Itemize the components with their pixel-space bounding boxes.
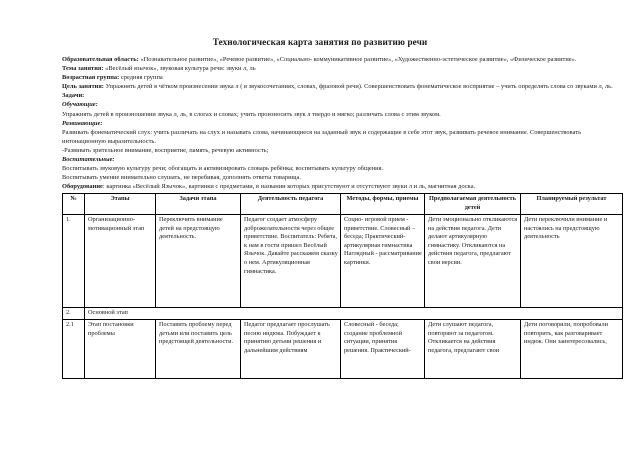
column-header-stage-tasks: Задачи этапа [156, 194, 241, 215]
field-oborudovanie [62, 182, 622, 191]
table-row [63, 215, 623, 308]
field-value: «Познавательное развитие», «Речевое развитие», «Социально- коммуникативное развитие», «Художественно-эстетическое развитие», «Физическое развитие». [138, 56, 577, 63]
field-label: Цель занятия: [62, 83, 104, 91]
cell-methods: Социо- игровой прием - приветствие. Словесный – беседа; Практический-артикулярная гимнастика Наглядный - рассматривание картинки. [341, 215, 425, 308]
column-header-methods: Методы, формы, приемы [341, 194, 425, 215]
field-cel-zanyatiya [62, 82, 622, 91]
tasks-heading-label: Задачи: [62, 92, 85, 100]
cell-stage-task: Переключить внимание детей на предстоящую деятельность. [156, 215, 241, 308]
field-tema-zanyatiya [62, 64, 622, 73]
cell-stage: Этап постановки проблемы [85, 320, 156, 379]
page-title: Технологическая карта занятия по развитию речи [212, 37, 428, 47]
field-value: : картинка «Весёлый Язычок», картинки с предметами, в названии которых присутствуют и отсутствуют звуки л и ль, магнитная доска. [102, 183, 476, 191]
column-header-children-activity: Предполагаемая деятельность детей [425, 194, 521, 215]
cell-number: 1. [63, 215, 85, 308]
field-label: Образовательная область: [62, 56, 139, 63]
cell-stage: Основной этап [85, 308, 623, 320]
field-value: средняя группа [119, 74, 163, 82]
field-label: Возрастная группа: [62, 74, 120, 82]
cell-children-activity: Дети слушают педагога, повторяют за педагогом. Откликается на действия педагога, предлагают свои [425, 320, 521, 379]
cell-stage: Организационно-мотивационный этап [85, 215, 156, 308]
column-header-planned-result: Планируемый результат [521, 194, 623, 215]
field-value: Упражнять детей в чётком произнесении звука л ( в звукосочетаниях, словах, фразовой речи). Совершенствовать фонематическое восприятие – учить определять слова со звуками л, ль. [103, 83, 613, 91]
field-vozrastnaya-gruppa [62, 73, 622, 82]
cell-planned-result: Дети поговорили, попробовали повторить, как разговаривает индюк. Они заинтересовались, [521, 320, 623, 379]
task-group-line: Воспитывать умение внимательно слушать, не перебивая, дополнять ответы товарища. [62, 174, 301, 182]
cell-children-activity: Дети эмоционально откликаются на действия педагога. Дети делают артикулярную гимнастику. Откликаются на действия педагога, предлагают свои версии. [425, 215, 521, 308]
field-obrazovatelnaya-oblast [62, 55, 622, 64]
field-value: «Весёлый язычок», звуковая культура речи: звуки л, ль [103, 65, 256, 73]
task-group-heading-razvivayushchie: Развивающие: [62, 119, 103, 127]
table-header-row [63, 194, 623, 215]
tasks-heading [62, 91, 622, 100]
task-group-heading-obuchayushchie: Обучающие: [62, 101, 98, 109]
table-row [63, 308, 623, 320]
cell-number: 2. [63, 308, 85, 320]
cell-stage-task: Поставить проблему перед детьми или поставить цель предстоящей деятельности. [156, 320, 241, 379]
field-label: Оборудование [62, 183, 103, 191]
technological-map-table [62, 193, 623, 379]
cell-methods: Словесный - беседа; создание проблемной ситуации, принятия решения. Практический- [341, 320, 425, 379]
task-group-heading-vospitatelnye: Воспитательные: [62, 156, 115, 164]
column-header-stages: Этапы [85, 194, 156, 215]
task-group-line: Воспитывать звуковую культуру речи; обогащать и активизировать словарь ребёнка; воспитывать культуру общения. [62, 165, 384, 173]
cell-teacher-activity: Педагог создает атмосферу доброжелательности через общее приветствие. Воспитатель: Ребята, к нам в гости пришел Весёлый Язычок. Давайте расскажем сказку о нем. Артикуляционная гимнастика. [241, 215, 341, 308]
task-group-line: Развивать фонематический слух: учить различать на слух и называть слова, начинающиеся на заданный звук и содержащие в себе этот звук, развивать речевое внимание. Совершенствовать интонационную выразительность. [62, 128, 582, 145]
cell-teacher-activity: Педагог предлагает прослушать песню индюка. Побуждает к принятию детьми решения и дальнейшим действиям [241, 320, 341, 379]
cell-planned-result: Дети переключили внимание и настоялись на предстоящую деятельность [521, 215, 623, 308]
task-group-line: Упражнять детей в произношении звука л, ль, в слогах и словах; учить произносить звук л твердо и мягко; различать слова с этим звуком. [62, 110, 441, 118]
column-header-number: № [63, 194, 85, 215]
table-row [63, 320, 623, 379]
column-header-teacher-activity: Деятельность педагога [241, 194, 341, 215]
field-label: Тема занятия: [62, 65, 104, 73]
cell-number: 2.1 [63, 320, 85, 379]
task-group-line: -Развивать зрительное внимание, восприятие, память, речевую активность; [62, 146, 269, 154]
